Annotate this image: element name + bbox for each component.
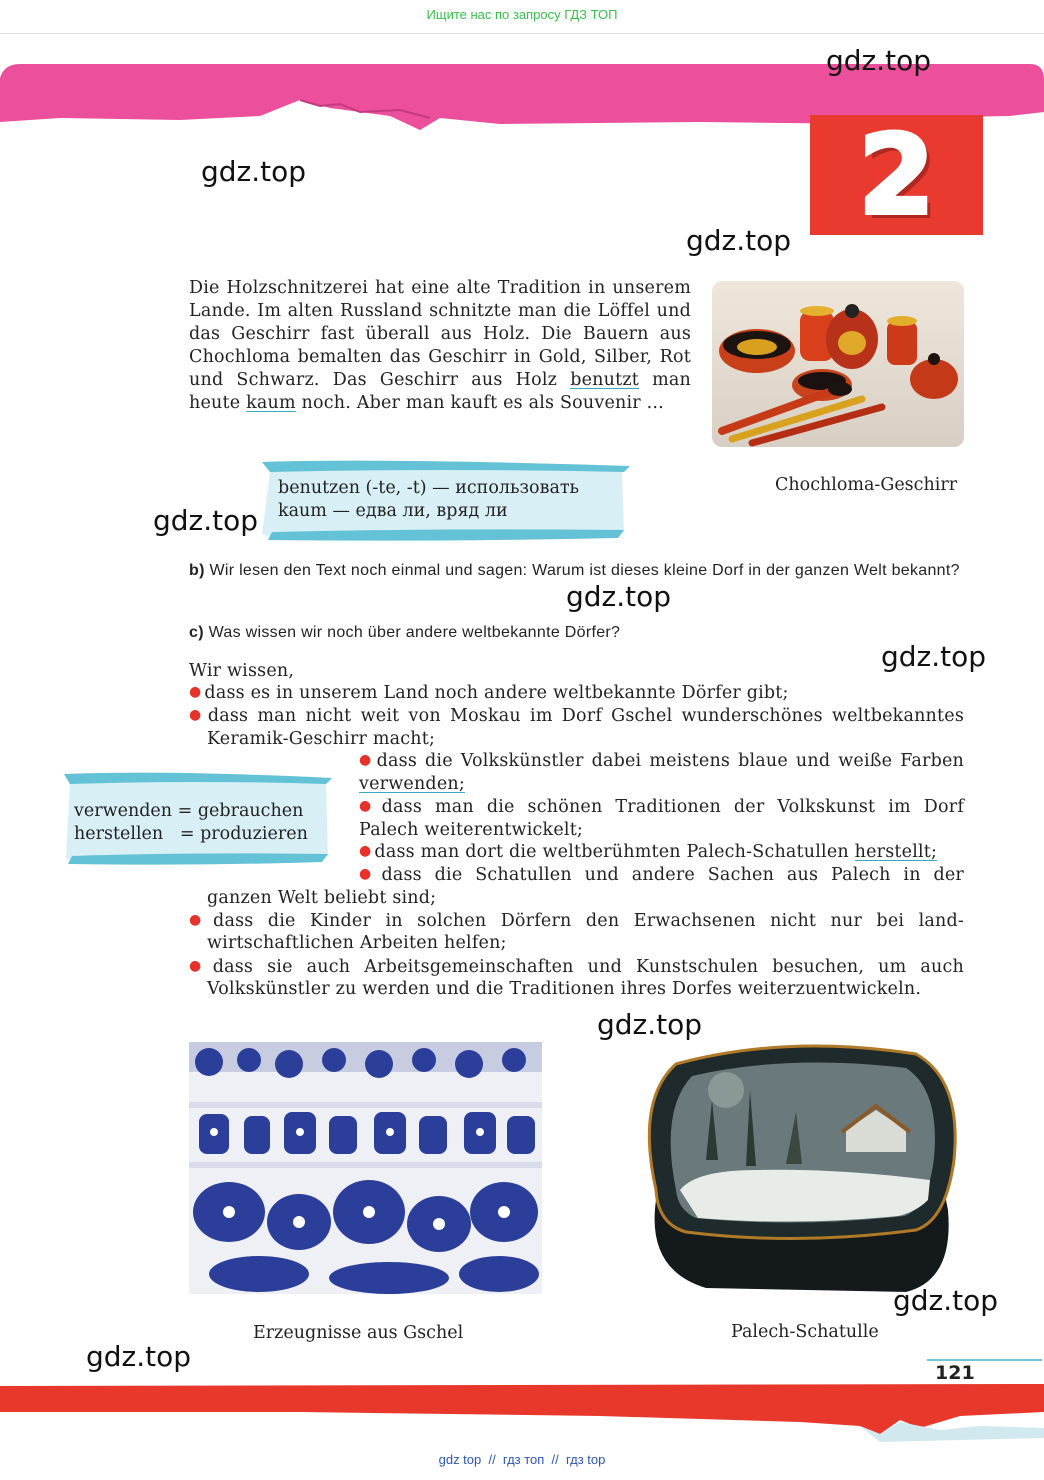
banner-text: Ищите нас по запросу ГДЗ ТОП: [426, 7, 618, 22]
bullet-icon: ●: [359, 798, 379, 814]
chochloma-photo: [712, 281, 964, 447]
task-b-label: b): [189, 562, 205, 579]
list-item-text: dass man dort die weltberühmten Palech-Schatullen: [374, 842, 849, 862]
list-item: [359, 841, 937, 865]
vocab-word-herstellt: herstellt;: [854, 842, 938, 862]
list-item-text: dass sie auch Arbeitsgemeinschaften und Kunstschulen besuchen, um auch: [212, 957, 964, 977]
footer-red-band: [0, 1382, 1044, 1442]
bullet-icon: ●: [189, 684, 202, 700]
list-item-text: dass die Kinder in solchen Dörfern den Erwachsenen nicht nur bei land-: [213, 911, 964, 931]
list-item-continuation: Palech weiterentwickelt;: [359, 820, 584, 840]
list-item: [359, 750, 964, 774]
list-item-continuation: Keramik-Geschirr macht;: [207, 729, 436, 749]
bullet-icon: ●: [189, 958, 210, 974]
task-c-text: Was wissen wir noch über andere weltbekannte Dörfer?: [208, 624, 621, 641]
bullet-icon: ●: [189, 912, 211, 928]
list-item: [189, 705, 964, 729]
intro-text-part: man heute: [189, 370, 691, 413]
palech-caption: Palech-Schatulle: [731, 1322, 879, 1342]
intro-text-part: Die Holzschnitzerei hat eine alte Tradition in unserem Lande. Im alten Russland schnitzte man die Löffel und das Geschirr fast überall aus Holz. Die Bauern aus Chochloma bemalten das Geschirr in Gold, Silber, Rot und Schwarz. Das Geschirr aus Holz: [189, 278, 691, 390]
task-b-text: Wir lesen den Text noch einmal und sagen: Warum ist dieses kleine Dorf in der ganzen Welt bekannt?: [209, 562, 960, 579]
task-c: [189, 623, 964, 643]
list-item-continuation: ganzen Welt beliebt sind;: [207, 888, 437, 908]
watermark: gdz.top: [893, 1284, 999, 1317]
vocab-word-benutzt: benutzt: [570, 370, 639, 390]
list-item-text: dass es in unserem Land noch andere weltbekannte Dörfer gibt;: [204, 683, 789, 703]
gschel-photo: [189, 1042, 542, 1294]
gschel-caption: Erzeugnisse aus Gschel: [253, 1323, 464, 1343]
list-item-text: dass man nicht weit von Moskau im Dorf Gschel wunderschönes weltbekanntes: [207, 706, 965, 726]
list-item: [189, 682, 789, 706]
list-item-continuation: Volkskünstler zu werden und die Traditionen ihres Dorfes weiterzuentwickeln.: [207, 979, 922, 999]
vocab-line: benutzen (-te, -t) — использовать: [278, 478, 580, 498]
vocab-line: kaum — едва ли, вряд ли: [278, 501, 508, 521]
watermark: gdz.top: [153, 504, 259, 537]
vocab-word-verwenden: verwenden;: [359, 774, 465, 794]
task-b: [189, 561, 964, 581]
watermark: gdz.top: [86, 1340, 192, 1373]
footer: [0, 1452, 1044, 1467]
watermark: gdz.top: [826, 44, 932, 77]
list-item-text: dass die Volkskünstler dabei meistens blaue und weiße Farben: [376, 751, 964, 771]
list-item-continuation: [359, 773, 465, 796]
chapter-number-box: [810, 111, 983, 239]
watermark: gdz.top: [881, 640, 987, 673]
list-item-text: dass man die schönen Traditionen der Volkskunst im Dorf: [381, 797, 965, 817]
footer-text: gdz top // гдз топ // гдз top: [438, 1452, 606, 1467]
vocabulary-box-2: [64, 770, 332, 866]
list-item: [189, 910, 964, 934]
page-number: 121: [935, 1362, 975, 1384]
bullet-icon: ●: [189, 707, 205, 723]
bullet-icon: ●: [359, 843, 372, 859]
vocabulary-box-1: [262, 458, 630, 542]
watermark: gdz.top: [201, 155, 307, 188]
palech-photo: [636, 1040, 960, 1302]
list-item: [359, 864, 964, 888]
vocab-word-kaum: kaum: [246, 393, 296, 413]
list-intro: Wir wissen,: [189, 661, 295, 681]
page-number-rule: [927, 1359, 1042, 1361]
intro-paragraph: [189, 277, 691, 415]
intro-text-part: noch. Aber man kauft es als Souvenir ...: [301, 393, 664, 413]
list-item: [359, 796, 964, 820]
watermark: gdz.top: [597, 1008, 703, 1041]
watermark: gdz.top: [686, 224, 792, 257]
bullet-icon: ●: [359, 752, 374, 768]
bullet-icon: ●: [359, 866, 379, 882]
vocab-line: herstellen = produzieren: [74, 824, 308, 844]
top-banner: [0, 0, 1044, 34]
chapter-number: 2: [858, 111, 935, 239]
task-c-label: c): [189, 624, 204, 641]
list-item: [189, 956, 964, 980]
watermark: gdz.top: [566, 580, 672, 613]
chochloma-caption: Chochloma-Geschirr: [775, 475, 958, 495]
list-item-continuation: wirtschaftlichen Arbeiten helfen;: [207, 933, 507, 953]
list-item-text: dass die Schatullen und andere Sachen aus Palech in der: [381, 865, 964, 885]
vocab-line: verwenden = gebrauchen: [74, 801, 304, 821]
